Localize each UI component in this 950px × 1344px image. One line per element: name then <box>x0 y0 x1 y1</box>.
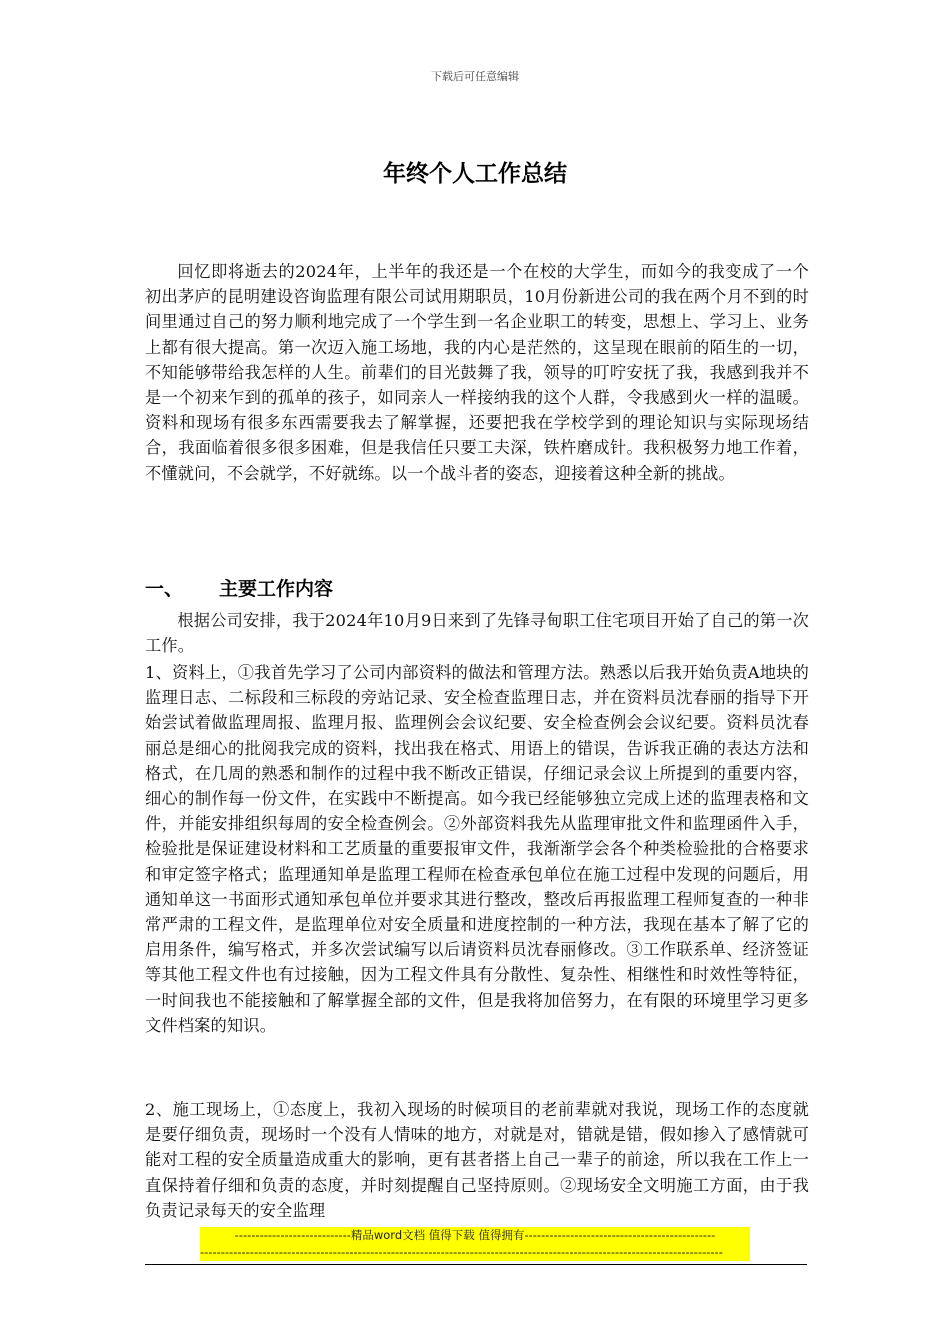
footer-banner-line-1: ----------------------------精品word文档 值得下载 值得拥有---------------------------------------------- <box>234 1228 716 1242</box>
header-note: 下载后可任意编辑 <box>431 70 519 83</box>
intro-paragraph: 回忆即将逝去的2024年，上半年的我还是一个在校的大学生，而如今的我变成了一个初出茅庐的昆明建设咨询监理有限公司试用期职员，10月份新进公司的我在两个月不到的时间里通过自己的努力顺利地完成了一个学生到一名企业职工的转变，思想上、学习上、业务上都有很大提高。第一次迈入施工场地，我的内心是茫然的，这呈现在眼前的陌生的一切，不知能够带给我怎样的人生。前辈们的目光鼓舞了我，领导的叮咛安抚了我，我感到我并不是一个初来乍到的孤单的孩子，如同亲人一样接纳我的这个人群，令我感到火一样的温暖。资料和现场有很多东西需要我去了解掌握，还要把我在学校学到的理论知识与实际现场结合，我面临着很多很多困难，但是我信任只要工夫深，铁杵磨成针。我积极努力地工作着，不懂就问，不会就学，不好就练。以一个战斗者的姿态，迎接着这种全新的挑战。 <box>145 262 809 483</box>
footer-banner <box>200 1227 750 1261</box>
item-1-paragraph: 1、资料上，①我首先学习了公司内部资料的做法和管理方法。熟悉以后我开始负责A地块的监理日志、二标段和三标段的旁站记录、安全检查监理日志，并在资料员沈春丽的指导下开始尝试着做监理周报、监理月报、监理例会会议纪要、安全检查例会会议纪要。资料员沈春丽总是细心的批阅我完成的资料，找出我在格式、用语上的错误，告诉我正确的表达方法和格式，在几周的熟悉和制作的过程中我不断改正错误，仔细记录会议上所提到的重要内容，细心的制作每一份文件，在实践中不断提高。如今我已经能够独立完成上述的监理表格和文件，并能安排组织每周的安全检查例会。②外部资料我先从监理审批文件和监理函件入手，检验批是保证建设材料和工艺质量的重要报审文件，我渐渐学会各个种类检验批的合格要求和审定签字格式；监理通知单是监理工程师在检查承包单位在施工过程中发现的问题后，用通知单这一书面形式通知承包单位并要求其进行整改，整改后再报监理工程师复查的一种非常严肃的工程文件，是监理单位对安全质量和进度控制的一种方法，我现在基本了解了它的启用条件，编写格式，并多次尝试编写以后请资料员沈春丽修改。③工作联系单、经济签证等其他工程文件也有过接触，因为工程文件具有分散性、复杂性、相继性和时效性等特征，一时间我也不能接触和了解掌握全部的文件，但是我将加倍努力，在有限的环境里学习更多文件档案的知识。 <box>145 663 809 1035</box>
item-2-paragraph: 2、施工现场上，①态度上，我初入现场的时候项目的老前辈就对我说，现场工作的态度就是要仔细负责，现场时一个没有人情味的地方，对就是对，错就是错，假如掺入了感情就可能对工程的安全质量造成重大的影响，更有甚者搭上自己一辈子的前途，所以我在工作上一直保持着仔细和负责的态度，并时刻提醒自己坚持原则。②现场安全文明施工方面，由于我负责记录每天的安全监理 <box>145 1100 809 1220</box>
section-number: 一、 <box>145 578 184 600</box>
footer-banner-line-2: ------------------------------------------------------------------------------------------------------------------------------ <box>200 1245 723 1259</box>
document-title: 年终个人工作总结 <box>383 161 567 187</box>
section-title: 主要工作内容 <box>219 578 334 600</box>
section-heading <box>145 574 333 601</box>
footer-divider <box>145 1264 807 1265</box>
section-intro-paragraph: 根据公司安排，我于2024年10月9日来到了先锋寻甸职工住宅项目开始了自己的第一次工作。 <box>145 611 809 656</box>
